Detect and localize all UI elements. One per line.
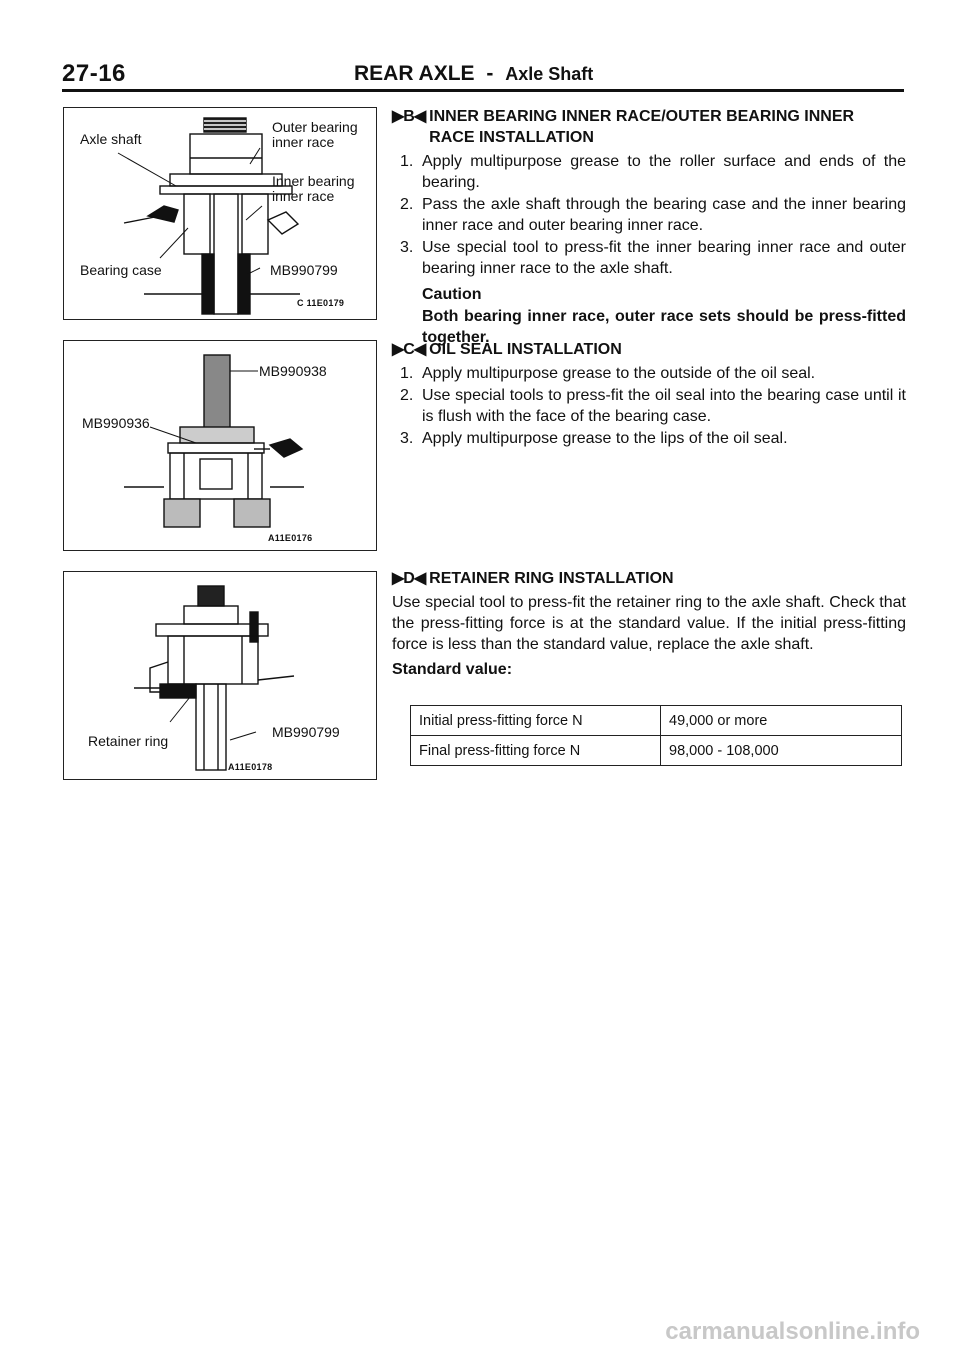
list-item: 2. Use special tools to press-fit the oil seal into the bearing case until it is flush with the face of the bearing case. (400, 387, 906, 425)
list-item: 1. Apply multipurpose grease to the roller surface and ends of the bearing. (400, 153, 906, 191)
label-inner-bearing: Inner bearing (272, 173, 355, 189)
section-retainer-ring-installation (392, 568, 906, 680)
label-outer-bearing: Outer bearing (272, 119, 358, 135)
table-cell: 98,000 - 108,000 (661, 736, 902, 766)
standard-value-table (410, 705, 902, 766)
label-axle-shaft: Axle shaft (80, 131, 142, 147)
label-outer-bearing-line2: inner race (272, 134, 335, 150)
section-heading (392, 106, 906, 148)
figure-retainer-ring-installation (63, 571, 377, 780)
section-oil-seal-installation (392, 339, 906, 450)
watermark: carmanualsonline.info (665, 1318, 920, 1345)
section-heading-text: INNER BEARING INNER RACE/OUTER BEARING INNER RACE INSTALLATION (429, 108, 855, 146)
section-heading (392, 339, 906, 360)
step-list (392, 151, 906, 279)
label-tool-mb990799: MB990799 (272, 724, 340, 740)
label-bearing-case: Bearing case (80, 262, 162, 278)
figure-code: C 11E0179 (297, 298, 345, 308)
caution-heading: Caution (422, 286, 482, 303)
section-heading (392, 568, 906, 589)
oil-seal-installation-drawing (64, 341, 377, 551)
page-number: 27-16 (62, 60, 126, 87)
section-heading-text: RETAINER RING INSTALLATION (429, 570, 674, 587)
table-row (411, 706, 902, 736)
list-item: 1. Apply multipurpose grease to the outside of the oil seal. (400, 365, 816, 382)
list-item: 3. Use special tool to press-fit the inner bearing inner race and outer bearing inner race to the axle shaft. (400, 239, 906, 277)
table-cell: Initial press-fitting force N (411, 706, 661, 736)
section-title: REAR AXLE (354, 62, 475, 85)
section-bearing-installation (392, 106, 906, 348)
list-item: 2. Pass the axle shaft through the bearing case and the inner bearing inner race and outer bearing inner race. (400, 196, 906, 234)
table-cell: 49,000 or more (661, 706, 902, 736)
caution-text: Both bearing inner race, outer race sets should be press-fitted together. (422, 308, 906, 346)
table-row (411, 736, 902, 766)
label-retainer-ring: Retainer ring (88, 733, 169, 749)
standard-value-label: Standard value: (392, 661, 513, 678)
figure-oil-seal-installation (63, 340, 377, 551)
label-tool-mb990799: MB990799 (270, 262, 338, 278)
section-subtitle: Axle Shaft (505, 64, 594, 84)
figure-code: A11E0178 (228, 762, 273, 772)
section-heading-text: OIL SEAL INSTALLATION (429, 341, 622, 358)
page-header (62, 60, 902, 92)
section-body: Use special tool to press-fit the retainer ring to the axle shaft. Check that the press-fitting force is at the standard value. If the initial press-fitting force is less than the standard value, replace the axle shaft. (392, 594, 906, 653)
label-tool-mb990936: MB990936 (82, 415, 150, 431)
header-rule (62, 89, 904, 92)
label-inner-bearing-line2: inner race (272, 188, 335, 204)
label-tool-mb990938: MB990938 (259, 363, 327, 379)
list-item: 3. Apply multipurpose grease to the lips of the oil seal. (400, 430, 788, 447)
step-list (392, 363, 906, 449)
figure-code: A11E0176 (268, 533, 313, 543)
section-marker: ▶B◀ (392, 108, 426, 125)
title-separator: - (486, 62, 494, 85)
page-title (354, 62, 593, 86)
table-cell: Final press-fitting force N (411, 736, 661, 766)
section-marker: ▶D◀ (392, 570, 426, 587)
section-marker: ▶C◀ (392, 341, 426, 358)
figure-bearing-installation (63, 107, 377, 320)
